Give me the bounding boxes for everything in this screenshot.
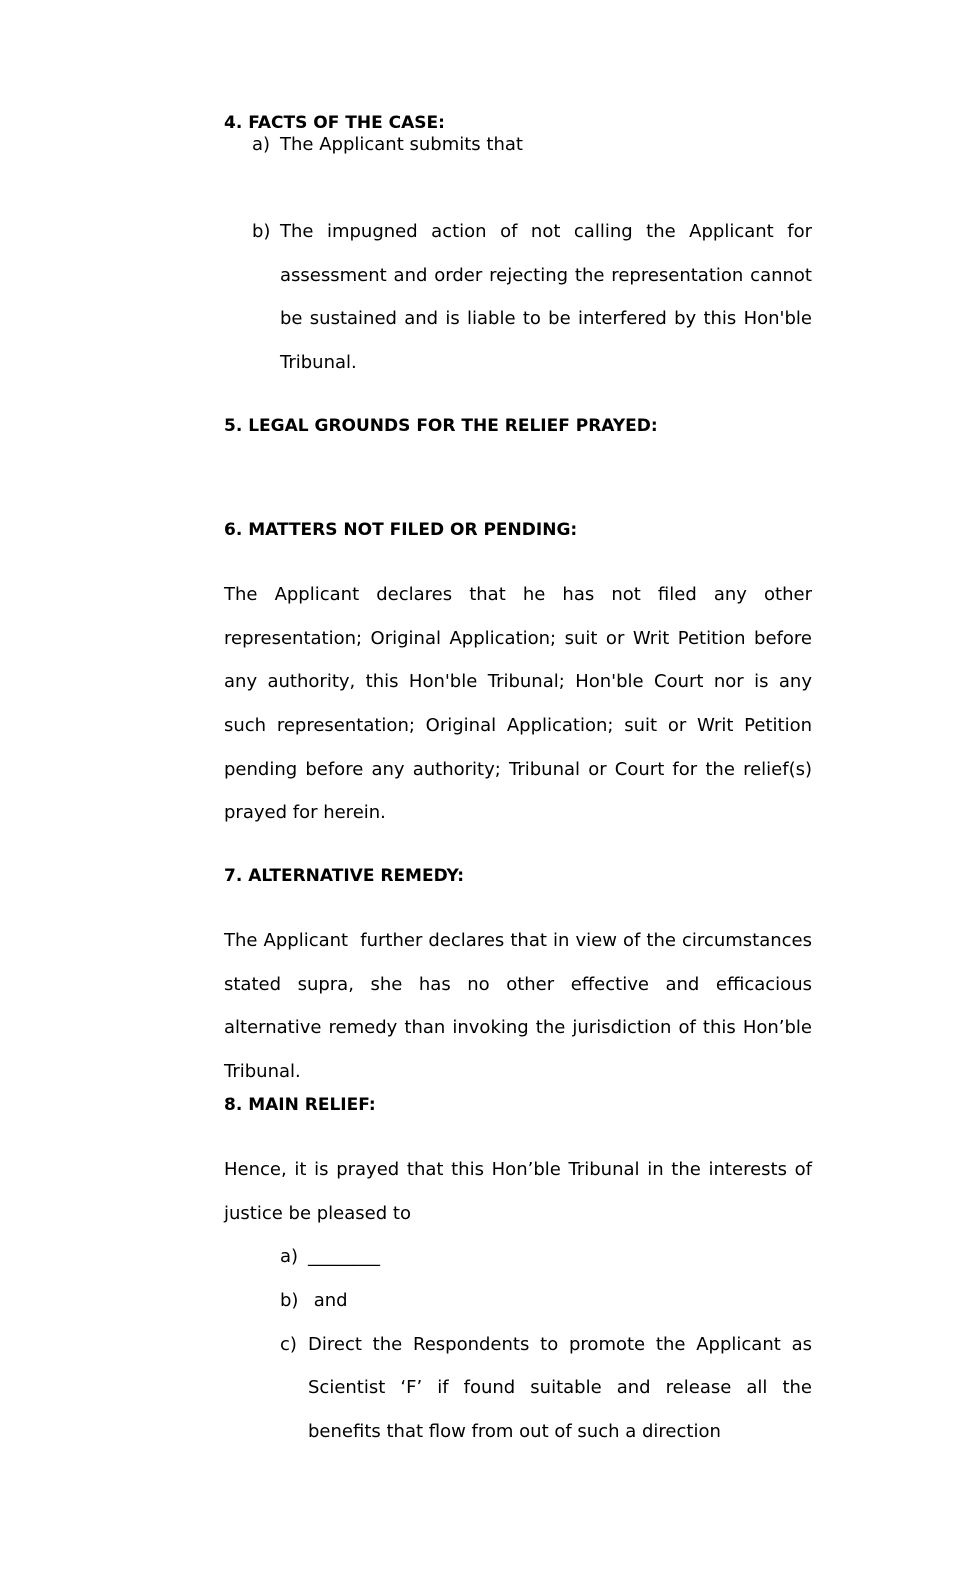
document-page	[224, 110, 818, 1454]
list-marker: c)	[280, 1333, 297, 1355]
section-4-heading: 4. FACTS OF THE CASE:	[224, 113, 445, 133]
list-text: Direct the Respondents to promote the Applicant as Scientist ‘F’ if found suitable and release all the benefits that flow from out of such a direction	[308, 1333, 812, 1443]
relief-item-c	[224, 1323, 812, 1454]
section-6-paragraph: The Applicant declares that he has not filed any other representation; Original Application; suit or Writ Petition before any authority, this Hon'ble Tribunal; Hon'ble Court nor is any such representation; Original Application; suit or Writ Petition pending before any authority; Tribunal or Court for the relief(s) prayed for herein.	[224, 583, 812, 824]
section-8-intro: Hence, it is prayed that this Hon’ble Tribunal in the interests of justice be pleased to	[224, 1158, 812, 1224]
list-marker: b)	[252, 221, 271, 242]
section-7-paragraph: The Applicant further declares that in view of the circumstances stated supra, she has no other effective and efficacious alternative remedy than invoking the jurisdiction of this Hon’ble Tribunal.	[224, 930, 818, 1083]
section-8-heading: 8. MAIN RELIEF:	[224, 1094, 376, 1115]
list-marker: b)	[280, 1289, 299, 1311]
relief-item-b	[224, 1279, 812, 1323]
facts-item-a	[224, 134, 812, 156]
list-marker: a)	[252, 134, 271, 155]
list-text: ________	[308, 1246, 380, 1268]
relief-item-a	[224, 1235, 812, 1279]
list-text: and	[308, 1289, 348, 1311]
facts-item-b	[224, 210, 812, 385]
facts-list	[224, 134, 812, 385]
list-text: The Applicant submits that	[280, 134, 523, 155]
section-6-heading: 6. MATTERS NOT FILED OR PENDING:	[224, 519, 578, 540]
relief-list	[224, 1235, 812, 1454]
list-text: The impugned action of not calling the Applicant for assessment and order rejecting the representation cannot be sustained and is liable to be interfered by this Hon'ble Tribunal.	[280, 221, 812, 374]
list-marker: a)	[280, 1246, 299, 1268]
section-7-heading: 7. ALTERNATIVE REMEDY:	[224, 866, 465, 887]
section-5-heading: 5. LEGAL GROUNDS FOR THE RELIEF PRAYED:	[224, 415, 658, 436]
